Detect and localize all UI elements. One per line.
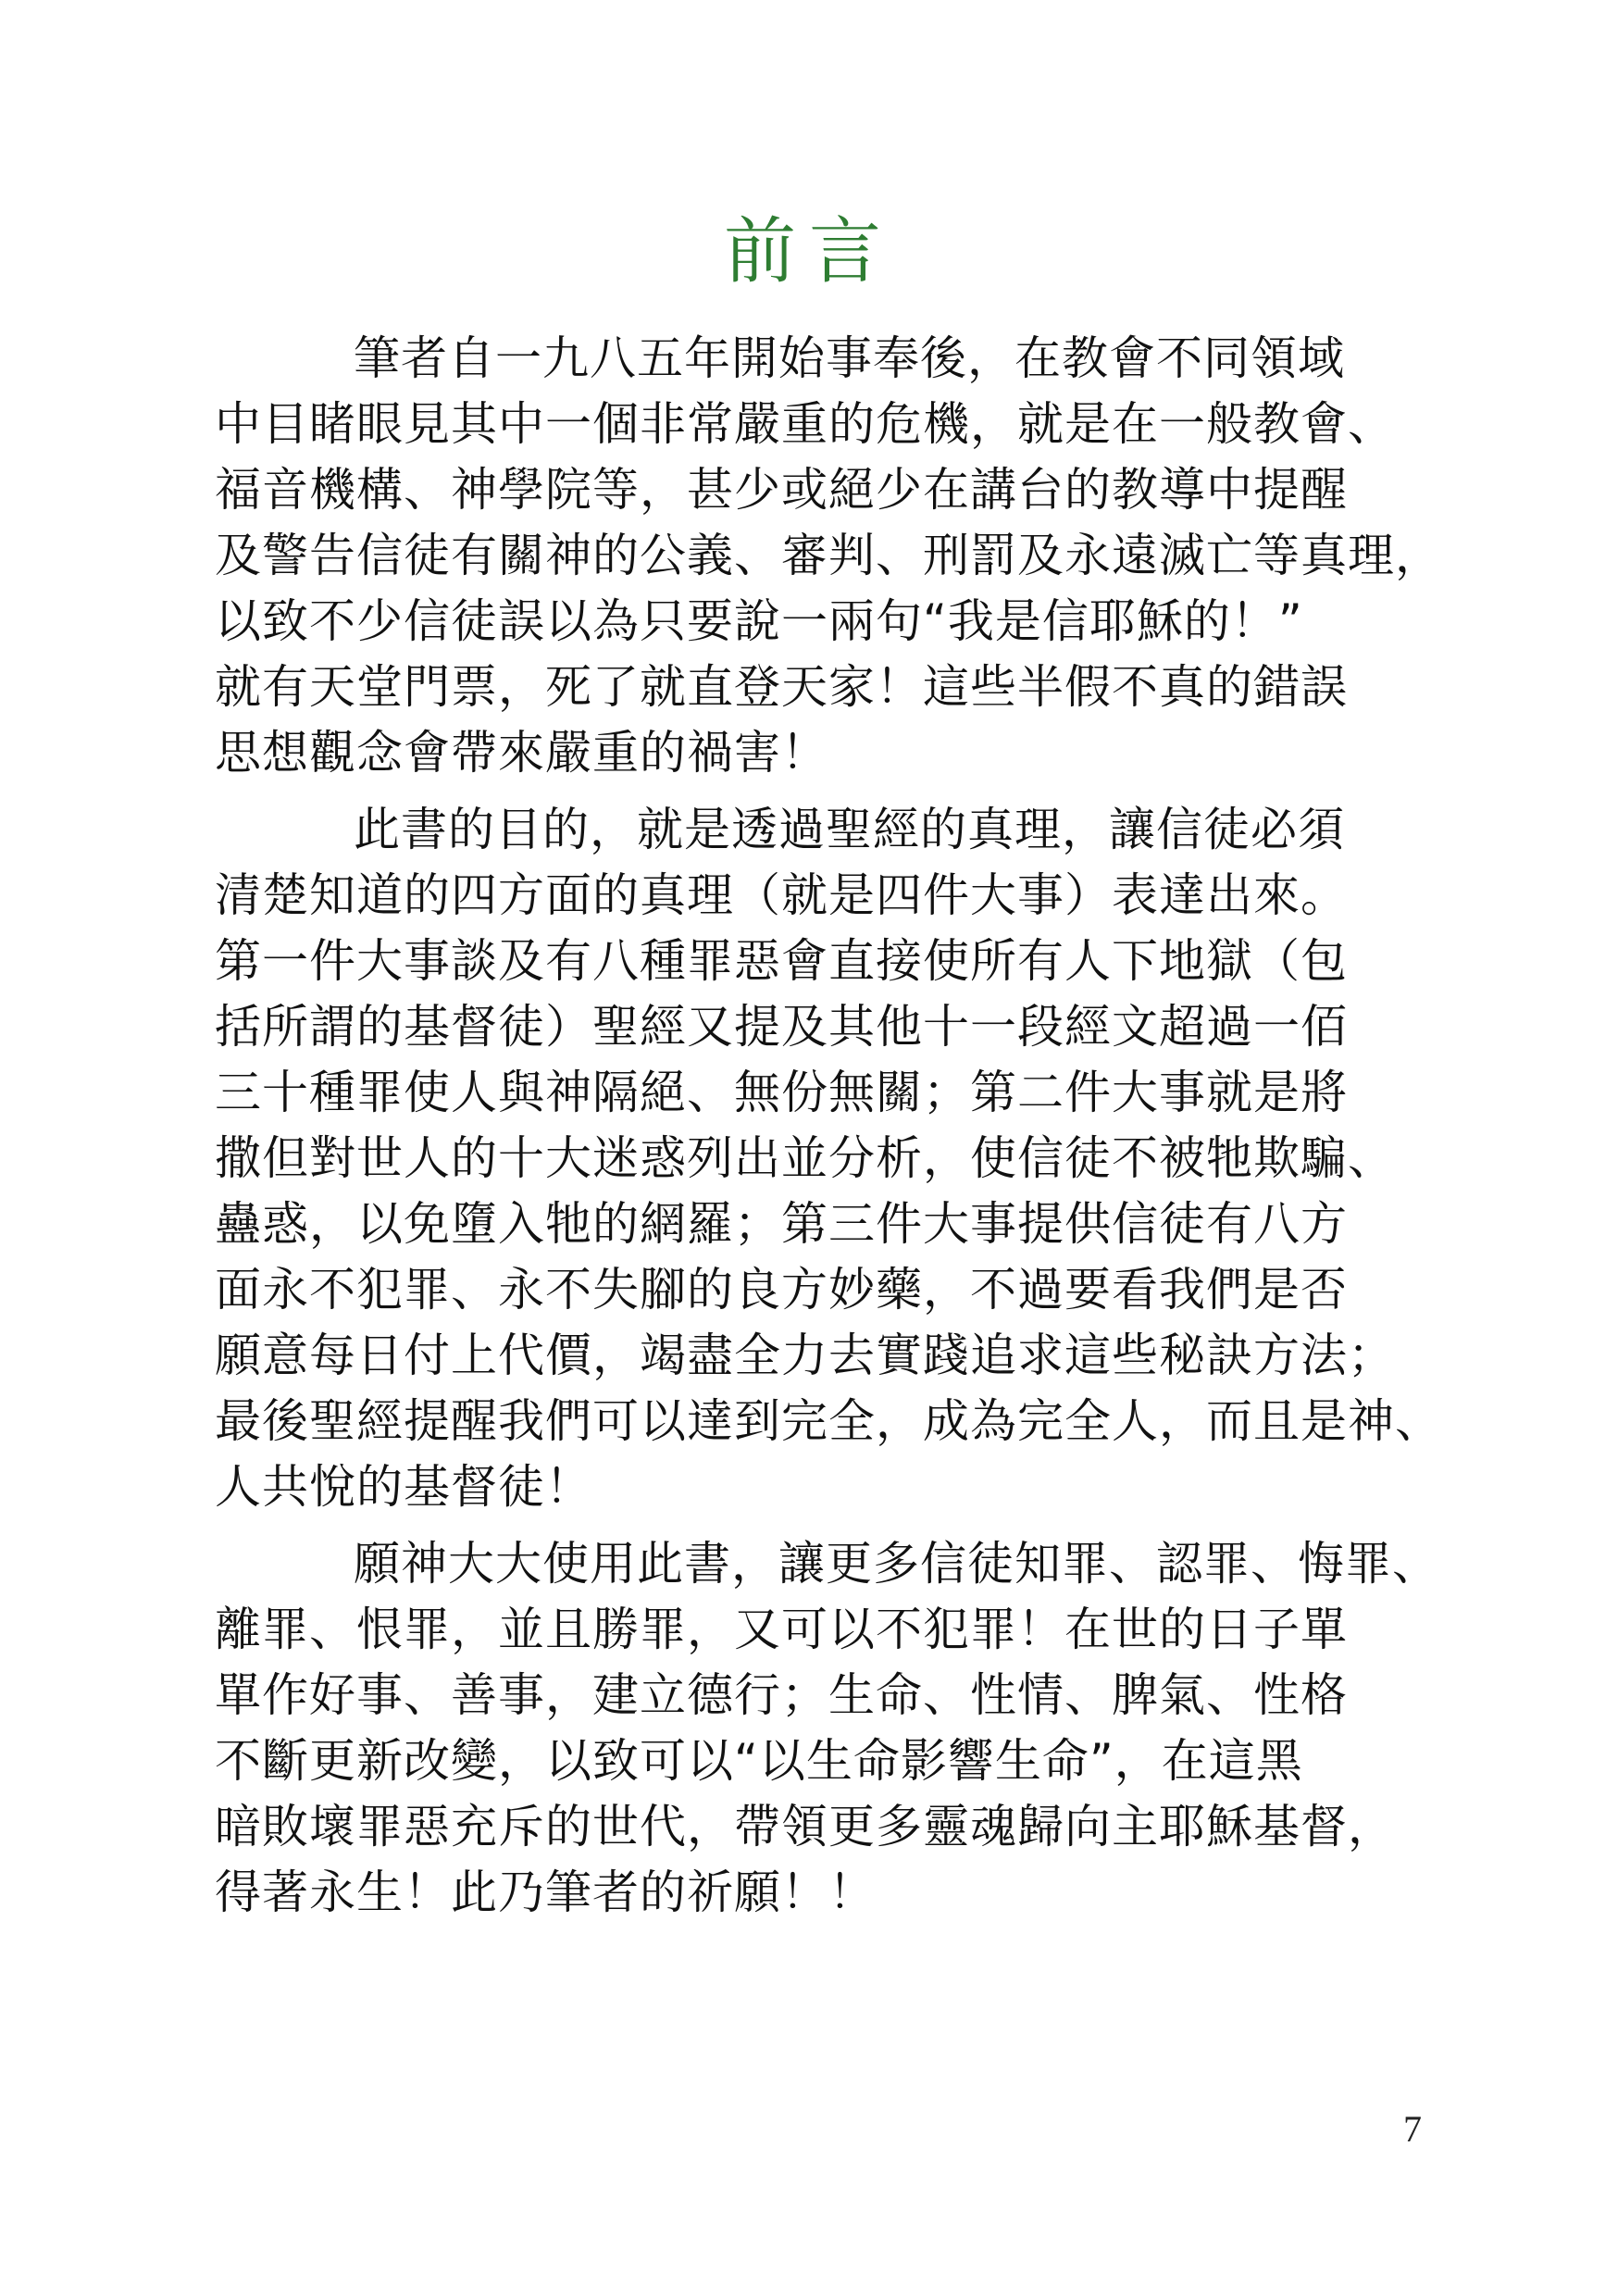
- text-line: 就有天堂門票，死了就直登天家！這些半假不真的錯誤: [215, 660, 1348, 714]
- text-line: 願神大大使用此書，讓更多信徒知罪、認罪、悔罪、: [354, 1537, 1439, 1591]
- text-line: 清楚知道的四方面的真理（就是四件大事）表達出來。: [215, 868, 1348, 922]
- text-line: 此書的目的，就是透過聖經的真理，讓信徒必須: [354, 803, 1345, 856]
- paragraph-gap: [215, 1520, 1444, 1531]
- text-line: 以致不少信徒誤以為只要說一兩句“我是信耶穌的！”: [215, 594, 1303, 648]
- body-text: [215, 326, 1444, 1926]
- text-line: 最後聖經提醒我們可以達到完全，成為完全人，而且是神、: [215, 1394, 1442, 1448]
- text-line: 撒但對世人的十大迷惑列出並分析，使信徒不被牠欺騙、: [215, 1131, 1395, 1185]
- page-number: 7: [1403, 2108, 1422, 2150]
- text-line: 括所謂的基督徒）聖經又提及其他十一段經文超過一佰: [215, 1000, 1348, 1054]
- paragraph-2: [215, 797, 1444, 1520]
- text-line: 暗敗壞罪惡充斥的世代，帶領更多靈魂歸向主耶穌基督，: [215, 1800, 1395, 1853]
- text-line: 中目睹眼見其中一個非常嚴重的危機，就是在一般教會、: [215, 397, 1395, 451]
- text-line: 福音機構、神學院等，甚少或絕少在講台的教導中提醒: [215, 463, 1348, 517]
- text-line: 筆者自一九八五年開始事奉後，在教會不同領域: [354, 331, 1345, 385]
- paragraph-3: [215, 1531, 1444, 1926]
- text-line: 得著永生！此乃筆者的祈願！！: [215, 1866, 876, 1919]
- paragraph-1: [215, 326, 1444, 786]
- text-line: 思想觀念會帶來嚴重的禍害！: [215, 726, 828, 780]
- text-line: 三十種罪使人與神隔絕、無份無關；第二件大事就是將: [215, 1066, 1348, 1119]
- page-title: 前言: [723, 210, 894, 293]
- text-line: 及警告信徒有關神的公義、審判、刑罰及永遠滅亡等真理，: [215, 529, 1442, 582]
- text-line: 人共悅的基督徒！: [215, 1460, 592, 1514]
- text-line: 面永不犯罪、永不失腳的良方妙藥，不過要看我們是否: [215, 1263, 1348, 1316]
- text-line: 願意每日付上代價，竭盡全力去實踐追求這些秘訣方法；: [215, 1329, 1395, 1382]
- text-line: 不斷更新改變，以致可以“以生命影響生命”，在這黑: [215, 1734, 1303, 1788]
- text-line: 第一件大事談及有八種罪惡會直接使所有人下地獄（包: [215, 934, 1348, 988]
- paragraph-gap: [215, 786, 1444, 797]
- text-line: 蠱惑，以免墮入牠的網羅；第三件大事提供信徒有八方: [215, 1197, 1348, 1251]
- text-line: 單作好事、善事，建立德行；生命、性情、脾氣、性格: [215, 1668, 1348, 1722]
- text-line: 離罪、恨罪，並且勝罪，又可以不犯罪！在世的日子單: [215, 1603, 1348, 1656]
